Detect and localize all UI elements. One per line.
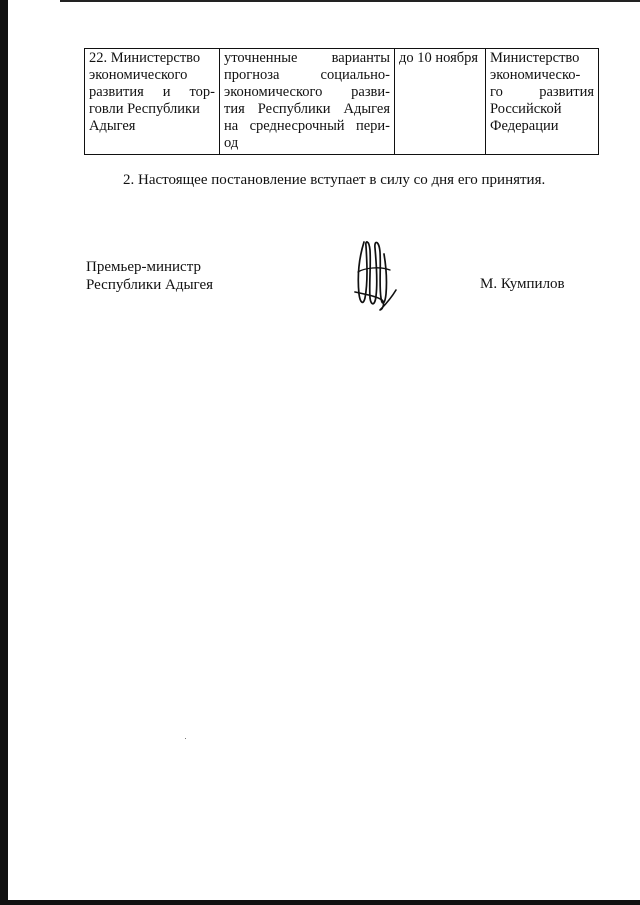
scan-border-left — [0, 0, 8, 905]
executor-line: 22. Министерство — [89, 50, 201, 66]
signatory-position — [86, 258, 213, 294]
document-line: на среднесрочный пери- — [224, 118, 390, 134]
recipient-line: Федерации — [490, 118, 559, 134]
table-row — [85, 49, 599, 155]
document-line: уточненные варианты — [224, 50, 390, 66]
executor-line: Адыгея — [89, 118, 136, 134]
measures-table — [84, 48, 599, 155]
executor-cell — [85, 49, 220, 155]
recipient-line: Российской — [490, 101, 562, 117]
scan-border-top — [60, 0, 640, 2]
executor-line: экономического — [89, 67, 188, 83]
recipient-line: го развития — [490, 84, 594, 100]
position-line: Премьер-министр — [86, 259, 201, 275]
executor-line: развития и тор- — [89, 84, 215, 100]
scan-speck — [185, 738, 186, 739]
scan-border-bottom — [0, 900, 640, 905]
deadline-cell: до 10 ноября — [395, 49, 486, 155]
recipient-line: экономическо- — [490, 67, 581, 83]
executor-line: говли Республики — [89, 101, 200, 117]
handwritten-signature — [350, 236, 400, 312]
document-line: тия Республики Адыгея — [224, 101, 390, 117]
document-line: од — [224, 135, 239, 151]
position-line: Республики Адыгея — [86, 277, 214, 293]
document-line: прогноза социально- — [224, 67, 390, 83]
recipient-cell — [486, 49, 599, 155]
document-line: экономического разви- — [224, 84, 390, 100]
recipient-line: Министерство — [490, 50, 580, 66]
document-cell — [220, 49, 395, 155]
signatory-name: М. Кумпилов — [480, 276, 565, 292]
effective-date-clause: 2. Настоящее постановление вступает в силу со дня его принятия. — [123, 172, 546, 188]
